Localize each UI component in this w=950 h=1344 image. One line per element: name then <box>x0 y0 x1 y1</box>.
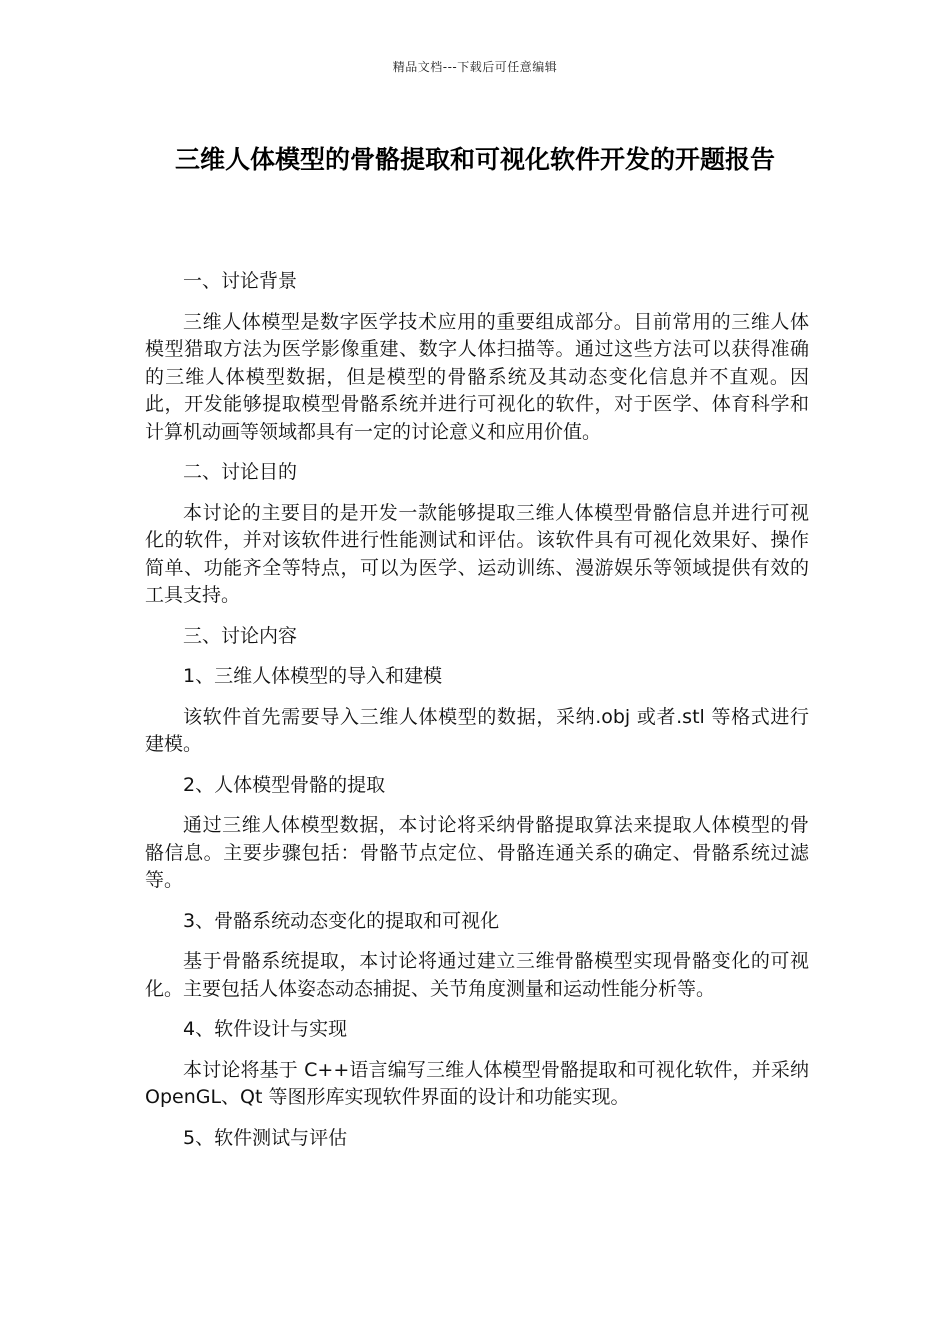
paragraph-extraction: 通过三维人体模型数据，本讨论将采纳骨骼提取算法来提取人体模型的骨骼信息。主要步骤包括：骨骼节点定位、骨骼连通关系的确定、骨骼系统过滤等。 <box>145 814 809 891</box>
paragraph-purpose: 本讨论的主要目的是开发一款能够提取三维人体模型骨骼信息并进行可视化的软件，并对该软件进行性能测试和评估。该软件具有可视化效果好、操作简单、功能齐全等特点，可以为医学、运动训练、漫游娱乐等领域提供有效的工具支持。 <box>145 501 809 606</box>
paragraph-import: 该软件首先需要导入三维人体模型的数据，采纳.obj 或者.stl 等格式进行建模。 <box>145 705 809 755</box>
paragraph-visualization: 基于骨骼系统提取，本讨论将通过建立三维骨骼模型实现骨骼变化的可视化。主要包括人体姿态动态捕捉、关节角度测量和运动性能分析等。 <box>145 950 809 1000</box>
subsection-heading-extraction: 2、人体模型骨骼的提取 <box>183 773 386 796</box>
document-body <box>145 268 809 1165</box>
subsection-heading-design: 4、软件设计与实现 <box>183 1018 348 1040</box>
subsection-heading-testing: 5、软件测试与评估 <box>183 1126 348 1149</box>
document-title: 三维人体模型的骨骼提取和可视化软件开发的开题报告 <box>174 145 775 174</box>
paragraph-design: 本讨论将基于 C++语言编写三维人体模型骨骼提取和可视化软件，并采纳 OpenGL、Qt 等图形库实现软件界面的设计和功能实现。 <box>145 1058 809 1108</box>
section-heading-background: 一、讨论背景 <box>183 270 298 292</box>
paragraph-background: 三维人体模型是数字医学技术应用的重要组成部分。目前常用的三维人体模型猎取方法为医学影像重建、数字人体扫描等。通过这些方法可以获得准确的三维人体模型数据，但是模型的骨骼系统及其动态变化信息并不直观。因此，开发能够提取模型骨骼系统并进行可视化的软件，对于医学、体育科学和计算机动画等领域都具有一定的讨论意义和应用价值。 <box>145 310 809 443</box>
subsection-heading-import: 1、三维人体模型的导入和建模 <box>183 665 443 687</box>
subsection-heading-visualization: 3、骨骼系统动态变化的提取和可视化 <box>183 909 500 932</box>
header-watermark: 精品文档---下载后可任意编辑 <box>392 60 558 74</box>
section-heading-content: 三、讨论内容 <box>183 624 298 647</box>
section-heading-purpose: 二、讨论目的 <box>183 461 298 483</box>
